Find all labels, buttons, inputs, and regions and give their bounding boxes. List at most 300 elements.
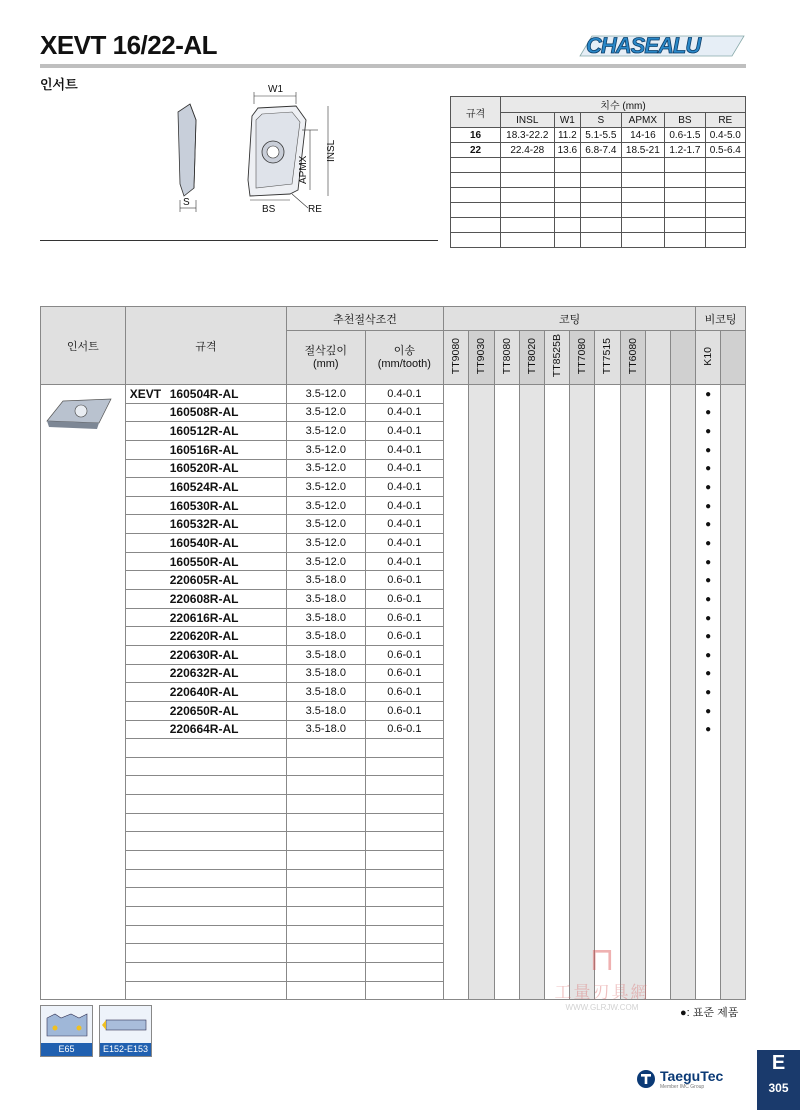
table-row [41, 571, 746, 590]
spec-cell [125, 571, 286, 590]
grade-cell [494, 795, 519, 814]
grade-cell [570, 627, 595, 646]
feed-cell [365, 944, 444, 963]
dim-empty-row [451, 203, 746, 218]
grade-cell [469, 981, 494, 1000]
grade-cell [544, 851, 569, 870]
depth-of-cut-cell: 3.5-18.0 [287, 683, 366, 702]
grade-cell [645, 888, 670, 907]
grade-cell [469, 534, 494, 553]
grade-cell [620, 776, 645, 795]
feed-cell: 0.6-0.1 [365, 664, 444, 683]
logo-wordmark: CHASEALU [586, 33, 701, 58]
grade-cell [670, 701, 695, 720]
grade-cell [469, 813, 494, 832]
k10-cell [696, 534, 721, 553]
grade-cell [570, 440, 595, 459]
grade-cell [494, 459, 519, 478]
dim-cell: 6.8-7.4 [581, 143, 621, 158]
grade-cell [469, 385, 494, 404]
k10-cell [696, 385, 721, 404]
grade-cell [645, 795, 670, 814]
depth-of-cut-cell: 3.5-18.0 [287, 645, 366, 664]
grade-cell [544, 683, 569, 702]
table-row [41, 701, 746, 720]
grade-cell [645, 440, 670, 459]
grade-cell [645, 813, 670, 832]
feed-cell: 0.6-0.1 [365, 590, 444, 609]
brand-subtitle: Member IMC Group [660, 1084, 705, 1090]
grade-cell [620, 720, 645, 739]
grade-cell [544, 739, 569, 758]
table-row [41, 720, 746, 739]
k10-cell [696, 888, 721, 907]
grade-cell [544, 701, 569, 720]
feed-cell: 0.4-0.1 [365, 515, 444, 534]
spec-code: 160550R-AL [169, 554, 239, 569]
grade-cell [645, 851, 670, 870]
spec-cell [125, 590, 286, 609]
grade-cell [570, 795, 595, 814]
grade-cell [469, 515, 494, 534]
grade-cell [670, 981, 695, 1000]
grade-cell [494, 571, 519, 590]
spec-cell [125, 757, 286, 776]
grade-cell [620, 385, 645, 404]
k10-cell [696, 422, 721, 441]
feed-cell [365, 739, 444, 758]
grade-cell [721, 962, 746, 981]
insert-image-cell [41, 385, 126, 1000]
grade-cell [645, 720, 670, 739]
spec-cell [125, 440, 286, 459]
grade-cell [670, 552, 695, 571]
grade-cell [544, 776, 569, 795]
grade-cell [519, 888, 544, 907]
grade-cell [595, 795, 620, 814]
grade-cell [469, 440, 494, 459]
grade-cell [519, 385, 544, 404]
grade-cell [444, 683, 469, 702]
k10-cell [696, 776, 721, 795]
grade-cell [721, 925, 746, 944]
grade-cell [519, 571, 544, 590]
dim-col-header: INSL [501, 113, 555, 128]
grade-cell [544, 534, 569, 553]
grade-cell [570, 757, 595, 776]
feed-cell [365, 906, 444, 925]
thumbnail-e65[interactable] [40, 1005, 93, 1057]
grade-cell [444, 720, 469, 739]
grade-cell [444, 459, 469, 478]
standard-product-dot-icon: ● [705, 668, 712, 680]
grade-cell [570, 832, 595, 851]
spec-cell [125, 459, 286, 478]
feed-cell [365, 888, 444, 907]
grade-header-tt7080: TT7080 [576, 337, 589, 375]
grade-cell [595, 869, 620, 888]
grade-cell [670, 515, 695, 534]
grade-cell [620, 851, 645, 870]
dim-col-header: APMX [621, 113, 665, 128]
watermark-text: 工量刃具網 [554, 983, 650, 1003]
grade-cell [595, 757, 620, 776]
grade-cell [620, 608, 645, 627]
grade-cell [595, 515, 620, 534]
table-row [41, 664, 746, 683]
grade-header-tt7515: TT7515 [601, 337, 614, 375]
grade-cell [595, 403, 620, 422]
grade-cell [544, 422, 569, 441]
depth-of-cut-cell: 3.5-12.0 [287, 534, 366, 553]
grade-cell [570, 776, 595, 795]
feed-cell: 0.6-0.1 [365, 608, 444, 627]
empty-table-row [41, 795, 746, 814]
grade-cell [519, 515, 544, 534]
grade-cell [519, 496, 544, 515]
grade-cell [620, 459, 645, 478]
grade-cell [620, 440, 645, 459]
feed-cell: 0.6-0.1 [365, 645, 444, 664]
spec-code: 220616R-AL [169, 610, 239, 625]
grade-cell [469, 944, 494, 963]
grade-cell [645, 683, 670, 702]
feed-cell: 0.4-0.1 [365, 552, 444, 571]
dim-re-label: RE [308, 204, 322, 215]
depth-of-cut-cell: 3.5-18.0 [287, 701, 366, 720]
grade-cell [544, 664, 569, 683]
feed-cell: 0.6-0.1 [365, 571, 444, 590]
grade-cell [595, 627, 620, 646]
grade-cell [670, 459, 695, 478]
spec-cell [125, 627, 286, 646]
depth-of-cut-cell [287, 813, 366, 832]
spec-cell [125, 478, 286, 497]
standard-product-dot-icon: ● [705, 556, 712, 568]
grade-cell [645, 757, 670, 776]
standard-product-dot-icon: ● [705, 426, 712, 438]
chase-alu-logo [572, 30, 748, 60]
grade-cell [721, 496, 746, 515]
grade-cell [444, 627, 469, 646]
grade-cell [570, 906, 595, 925]
depth-of-cut-cell [287, 851, 366, 870]
grade-cell [469, 552, 494, 571]
feed-cell [365, 925, 444, 944]
grade-cell [670, 832, 695, 851]
top-view [248, 84, 337, 215]
dim-col-header: BS [665, 113, 705, 128]
grade-cell [444, 813, 469, 832]
grade-cell [444, 571, 469, 590]
spec-code: 160524R-AL [169, 480, 239, 495]
grade-cell [595, 571, 620, 590]
grade-cell [620, 515, 645, 534]
depth-of-cut-cell [287, 962, 366, 981]
grade-cell [519, 645, 544, 664]
grade-cell [570, 683, 595, 702]
grade-cell [469, 664, 494, 683]
legend: ●: 표준 제품 [680, 1007, 739, 1019]
spec-cell [125, 515, 286, 534]
grade-cell [670, 478, 695, 497]
grade-cell [595, 739, 620, 758]
grade-cell [444, 906, 469, 925]
grade-cell [721, 906, 746, 925]
depth-of-cut-cell: 3.5-12.0 [287, 385, 366, 404]
dim-insl-label: INSL [326, 139, 337, 162]
grade-cell [645, 459, 670, 478]
grade-cell [494, 832, 519, 851]
grade-cell [595, 459, 620, 478]
grade-cell [595, 440, 620, 459]
grade-cell [494, 515, 519, 534]
taegutec-logo-icon [636, 1069, 656, 1089]
grade-cell [595, 608, 620, 627]
grade-cell [721, 795, 746, 814]
grade-cell [544, 496, 569, 515]
dim-cell: 0.5-6.4 [705, 143, 745, 158]
col-header-cutting-conditions: 추천절삭조건 [287, 307, 444, 331]
insert-technical-drawing [150, 80, 350, 220]
k10-cell [696, 478, 721, 497]
depth-of-cut-cell [287, 869, 366, 888]
empty-table-row [41, 776, 746, 795]
table-row [41, 515, 746, 534]
grade-cell [544, 440, 569, 459]
grade-cell [620, 869, 645, 888]
grade-cell [721, 720, 746, 739]
dim-cell: 18.5-21 [621, 143, 665, 158]
grade-cell [645, 552, 670, 571]
grade-header-tt8020: TT8020 [525, 337, 538, 375]
spec-cell [125, 869, 286, 888]
dim-group-header: 치수 (mm) [501, 97, 746, 113]
grade-cell [721, 851, 746, 870]
standard-product-dot-icon: ● [705, 482, 712, 494]
grade-cell [645, 832, 670, 851]
grade-cell [444, 403, 469, 422]
grade-cell [469, 832, 494, 851]
k10-cell [696, 590, 721, 609]
empty-table-row [41, 813, 746, 832]
grade-cell [469, 627, 494, 646]
grade-cell [570, 403, 595, 422]
grade-cell [444, 608, 469, 627]
dim-grade-header: 규격 [451, 97, 501, 128]
grade-cell [721, 683, 746, 702]
grade-cell [444, 869, 469, 888]
standard-product-dot-icon: ● [705, 687, 712, 699]
grade-cell [721, 385, 746, 404]
k10-cell [696, 720, 721, 739]
grade-cell [494, 664, 519, 683]
grade-cell [721, 645, 746, 664]
grade-cell [620, 590, 645, 609]
depth-of-cut-cell: 3.5-12.0 [287, 422, 366, 441]
k10-cell [696, 608, 721, 627]
grade-cell [620, 683, 645, 702]
spec-code: 160520R-AL [169, 461, 239, 476]
spec-cell [125, 664, 286, 683]
dim-empty-row [451, 158, 746, 173]
grade-cell [469, 776, 494, 795]
grade-cell [444, 701, 469, 720]
k10-cell [696, 403, 721, 422]
dim-cell: 0.4-5.0 [705, 128, 745, 143]
grade-cell [620, 496, 645, 515]
brand-name: TaeguTec [660, 1068, 724, 1084]
thumbnail-caption: E65 [41, 1043, 92, 1056]
dim-col-header: S [581, 113, 621, 128]
grade-cell [444, 440, 469, 459]
spec-cell [125, 701, 286, 720]
grade-cell [519, 459, 544, 478]
grade-cell [469, 608, 494, 627]
grade-cell [494, 720, 519, 739]
dim-cell: 0.6-1.5 [665, 128, 705, 143]
grade-cell [544, 590, 569, 609]
grade-cell [469, 739, 494, 758]
k10-cell [696, 459, 721, 478]
depth-of-cut-cell [287, 944, 366, 963]
dim-bs-label: BS [262, 204, 276, 215]
spec-code: 220640R-AL [169, 685, 239, 700]
grade-cell [670, 944, 695, 963]
watermark-logo-icon: ⊓ [589, 940, 615, 978]
grade-cell [444, 422, 469, 441]
grade-cell [544, 627, 569, 646]
grade-cell [670, 925, 695, 944]
grade-cell [469, 590, 494, 609]
grade-cell [469, 645, 494, 664]
grade-cell [670, 590, 695, 609]
grade-cell [444, 757, 469, 776]
standard-product-dot-icon: ● [705, 389, 712, 401]
feed-cell [365, 795, 444, 814]
spec-cell [125, 683, 286, 702]
grade-cell [721, 534, 746, 553]
grade-cell [645, 664, 670, 683]
grade-cell [721, 552, 746, 571]
grade-cell [494, 851, 519, 870]
standard-product-dot-icon: ● [705, 705, 712, 717]
grade-cell [469, 459, 494, 478]
grade-cell [469, 571, 494, 590]
side-view [178, 104, 196, 212]
feed-cell: 0.4-0.1 [365, 459, 444, 478]
spec-cell [125, 552, 286, 571]
dim-empty-row [451, 218, 746, 233]
spec-code: 220605R-AL [169, 573, 239, 588]
depth-of-cut-cell [287, 888, 366, 907]
grade-cell [494, 552, 519, 571]
grade-cell [544, 757, 569, 776]
grade-cell [620, 403, 645, 422]
grade-cell [620, 832, 645, 851]
table-row [41, 590, 746, 609]
grade-cell [595, 664, 620, 683]
grade-cell [595, 701, 620, 720]
grade-cell [494, 776, 519, 795]
grade-cell [544, 888, 569, 907]
grade-cell [595, 496, 620, 515]
grade-cell [670, 422, 695, 441]
depth-of-cut-cell: 3.5-12.0 [287, 459, 366, 478]
spec-cell [125, 944, 286, 963]
spec-cell [125, 403, 286, 422]
k10-cell [696, 440, 721, 459]
grade-cell [444, 944, 469, 963]
grade-cell [494, 645, 519, 664]
grade-cell [544, 832, 569, 851]
cutter-icon [41, 1006, 94, 1044]
spec-cell [125, 925, 286, 944]
dim-s-label: S [183, 197, 190, 208]
grade-cell [670, 571, 695, 590]
depth-of-cut-cell [287, 776, 366, 795]
k10-cell [696, 962, 721, 981]
grade-cell [494, 981, 519, 1000]
table-row [41, 459, 746, 478]
grade-cell [544, 571, 569, 590]
feed-cell [365, 776, 444, 795]
grade-cell [670, 739, 695, 758]
grade-cell [721, 459, 746, 478]
grade-cell [519, 851, 544, 870]
k10-cell [696, 571, 721, 590]
k10-cell [696, 981, 721, 1000]
grade-cell [444, 590, 469, 609]
spec-cell [125, 645, 286, 664]
grade-cell [444, 832, 469, 851]
grade-cell [494, 701, 519, 720]
feed-cell [365, 962, 444, 981]
grade-cell [721, 515, 746, 534]
grade-cell [721, 869, 746, 888]
spec-cell [125, 906, 286, 925]
grade-cell [544, 869, 569, 888]
grade-cell [670, 683, 695, 702]
grade-cell [519, 869, 544, 888]
col-header-spec: 규격 [125, 307, 286, 385]
grade-cell [721, 440, 746, 459]
watermark-url: WWW.GLRJW.COM [565, 1003, 639, 1012]
col-header-coating: 코팅 [444, 307, 696, 331]
grade-cell [444, 776, 469, 795]
depth-of-cut-cell [287, 739, 366, 758]
grade-cell [721, 888, 746, 907]
grade-cell [544, 813, 569, 832]
grade-cell [620, 795, 645, 814]
grade-cell [444, 851, 469, 870]
grade-cell [570, 813, 595, 832]
depth-of-cut-cell: 3.5-18.0 [287, 664, 366, 683]
spec-cell [125, 981, 286, 1000]
spec-code: 160516R-AL [169, 442, 239, 457]
spec-cell [125, 776, 286, 795]
depth-of-cut-cell: 3.5-12.0 [287, 515, 366, 534]
grade-cell [721, 664, 746, 683]
grade-cell [570, 515, 595, 534]
grade-cell [544, 795, 569, 814]
grade-cell [645, 906, 670, 925]
grade-cell [620, 701, 645, 720]
grade-cell [670, 757, 695, 776]
spec-cell [125, 534, 286, 553]
grade-cell [519, 813, 544, 832]
thumbnail-e152-e153[interactable] [99, 1005, 152, 1057]
